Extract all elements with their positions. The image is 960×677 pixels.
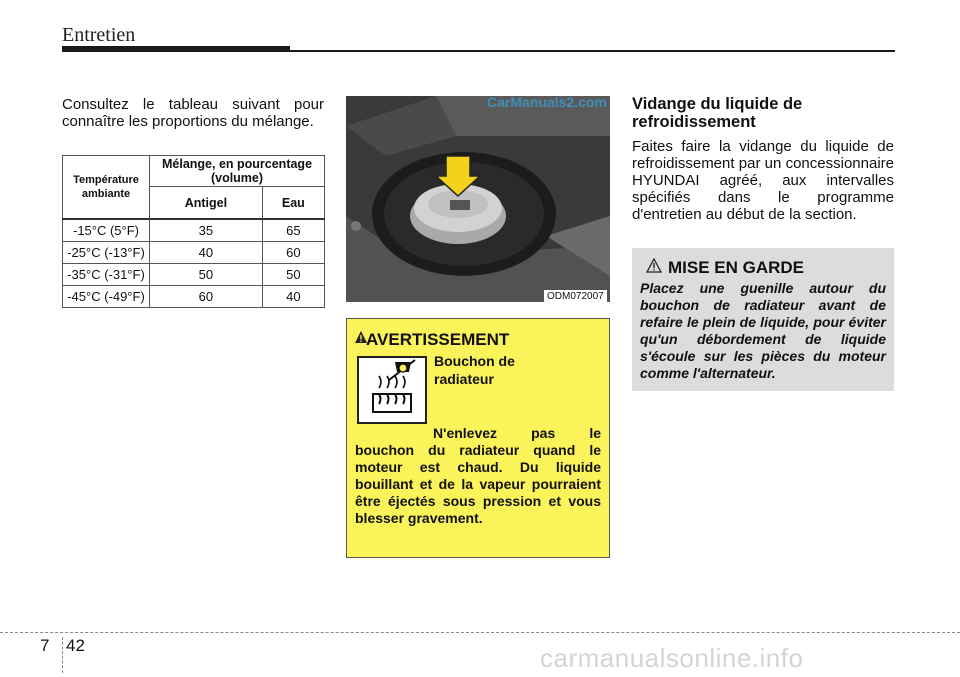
intro-paragraph: Consultez le tableau suivant pour connaître les proportions du mélange.: [62, 96, 324, 130]
radiator-cap-illustration: [346, 96, 610, 302]
row-temperature: -15°C (5°F): [63, 219, 150, 242]
table-row: [63, 219, 325, 242]
mixture-header-line2: (volume): [210, 171, 264, 186]
row-antigel: 50: [150, 264, 263, 286]
footer-watermark: carmanualsonline.info: [540, 643, 804, 673]
header-rule-thick: [62, 46, 290, 52]
warning-body-text: bouchon du radiateur quand le moteur est chaud. Du liquide bouillant et de la vapeur pourraient être éjectés sous pression et vous blesser gravement.: [355, 442, 601, 526]
temperature-header-line2: ambiante: [81, 188, 131, 200]
warning-subtitle: [434, 352, 604, 388]
warning-title: AVERTISSEMENT: [366, 330, 510, 349]
row-temperature: -45°C (-49°F): [63, 286, 150, 308]
photo-code: ODM072007: [544, 290, 607, 303]
mixture-header-line1: Mélange, en pourcentage: [161, 157, 313, 172]
table-row: [63, 286, 325, 308]
temperature-header: [63, 156, 150, 220]
section-title: [632, 95, 892, 131]
table-row: [63, 264, 325, 286]
warning-subtitle-line1: Bouchon de: [434, 353, 515, 369]
section-title-line1: Vidange du liquide de: [632, 95, 803, 113]
temperature-header-line1: Température: [73, 174, 139, 186]
mixture-header: [150, 156, 325, 187]
row-eau: 60: [262, 242, 324, 264]
chapter-number: 7: [40, 636, 50, 655]
caution-triangle-icon: [646, 258, 662, 278]
page-number: 42: [66, 636, 85, 655]
table-row: [63, 242, 325, 264]
row-antigel: 60: [150, 286, 263, 308]
row-temperature: -25°C (-13°F): [63, 242, 150, 264]
caution-title: MISE EN GARDE: [668, 258, 805, 277]
radiator-cap-photo: [346, 96, 610, 302]
footer-rule: [0, 632, 960, 633]
row-eau: 50: [262, 264, 324, 286]
antigel-header: Antigel: [150, 187, 263, 219]
page-header-title: Entretien: [62, 24, 136, 46]
row-eau: 65: [262, 219, 324, 242]
row-antigel: 40: [150, 242, 263, 264]
caution-body: Placez une guenille autour du bouchon de radiateur avant de refaire le plein de liquide, pour éviter qu'un débordement de liquide s'écoule sur les pièces du moteur comme l'alternateur.: [640, 280, 886, 381]
mixture-table: [62, 155, 325, 308]
section-body: Faites faire la vidange du liquide de refroidissement par un concessionnaire HYUNDAI agréé, aux intervalles spécifiés dans le programme d'entretien au début de la section.: [632, 138, 894, 223]
row-eau: 40: [262, 286, 324, 308]
warning-body-lead: N'enlevez pas le: [433, 425, 601, 441]
carmanuals-watermark: CarManuals2.com: [487, 94, 607, 110]
footer-divider: [62, 637, 63, 673]
header-rule-thin: [290, 50, 895, 52]
radiator-hot-icon: [357, 356, 427, 424]
warning-body: [355, 425, 601, 527]
row-antigel: 35: [150, 219, 263, 242]
warning-subtitle-line2: radiateur: [434, 371, 494, 387]
section-title-line2: refroidissement: [632, 113, 756, 131]
eau-header: Eau: [262, 187, 324, 219]
row-temperature: -35°C (-31°F): [63, 264, 150, 286]
